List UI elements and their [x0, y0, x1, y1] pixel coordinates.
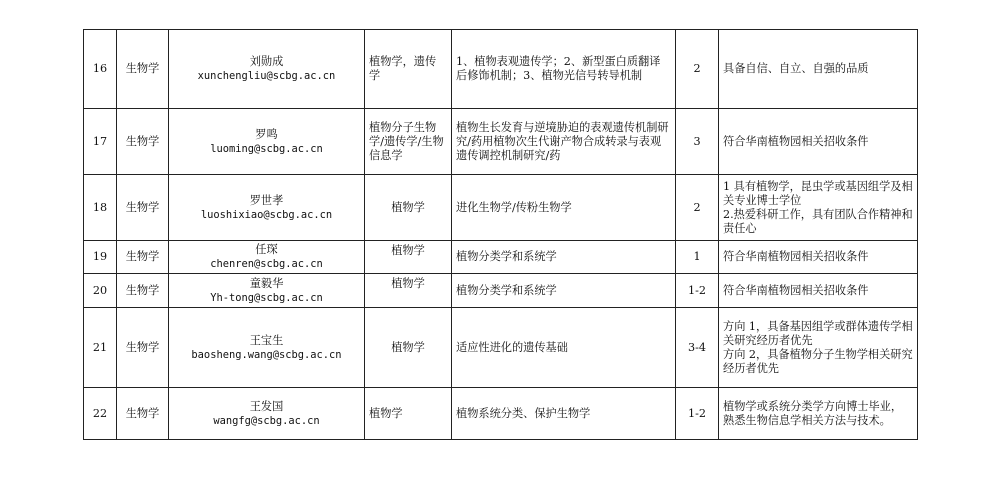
row-number: 16 [84, 30, 117, 109]
research-direction-cell: 1、植物表观遗传学；2、新型蛋白质翻译后修饰机制；3、植物光信号转导机制 [452, 30, 676, 109]
enrollment-count-cell: 2 [676, 175, 719, 241]
supervisor-name: 任琛 [255, 243, 278, 256]
supervisor-cell [169, 274, 365, 308]
discipline-cell: 生物学 [117, 30, 169, 109]
major-cell: 植物学 [365, 308, 452, 388]
row-number: 20 [84, 274, 117, 308]
major-cell: 植物学，遗传学 [365, 30, 452, 109]
supervisor-name: 罗世孝 [249, 193, 284, 207]
requirement-line: 方向 1，具备基因组学或群体遗传学相关研究经历者优先 [723, 319, 913, 347]
supervisor-email: luoming@scbg.ac.cn [210, 142, 323, 155]
table-row [84, 241, 918, 274]
major-cell: 植物分子生物学/遗传学/生物信息学 [365, 109, 452, 175]
research-direction-cell: 适应性进化的遗传基础 [452, 308, 676, 388]
supervisor-email: luoshixiao@scbg.ac.cn [200, 208, 333, 221]
table-row [84, 30, 918, 109]
table-row [84, 388, 918, 440]
supervisor-name: 王宝生 [249, 333, 284, 347]
research-direction-cell: 植物系统分类、保护生物学 [452, 388, 676, 440]
row-number: 22 [84, 388, 117, 440]
supervisor-name: 罗鸣 [255, 127, 278, 141]
discipline-cell: 生物学 [117, 388, 169, 440]
major-cell: 植物学 [365, 175, 452, 241]
requirement-cell: 具备自信、自立、自强的品质 [719, 30, 918, 109]
enrollment-count-cell: 1-2 [676, 274, 719, 308]
research-direction-cell: 植物分类学和系统学 [452, 274, 676, 308]
research-direction-cell: 植物分类学和系统学 [452, 241, 676, 274]
discipline-cell: 生物学 [117, 274, 169, 308]
supervisor-email: baosheng.wang@scbg.ac.cn [191, 348, 342, 361]
row-number: 18 [84, 175, 117, 241]
supervisor-cell [169, 109, 365, 175]
enrollment-count-cell: 1 [676, 241, 719, 274]
major-cell: 植物学 [365, 388, 452, 440]
requirement-cell: 符合华南植物园相关招收条件 [719, 109, 918, 175]
supervisor-email: wangfg@scbg.ac.cn [213, 414, 320, 427]
supervisor-name: 刘勋成 [249, 55, 284, 68]
supervisor-email: xunchengliu@scbg.ac.cn [197, 70, 336, 82]
research-direction-cell: 植物生长发育与逆境胁迫的表观遗传机制研究/药用植物次生代谢产物合成转录与表观遗传调控机制研究/药 [452, 109, 676, 175]
requirement-cell [719, 175, 918, 241]
supervisor-table [83, 29, 918, 440]
discipline-cell: 生物学 [117, 308, 169, 388]
supervisor-cell [169, 30, 365, 109]
table-row [84, 175, 918, 241]
supervisor-name: 王发国 [249, 399, 284, 413]
row-number: 19 [84, 241, 117, 274]
major-cell: 植物学 [365, 274, 452, 308]
research-direction-cell: 进化生物学/传粉生物学 [452, 175, 676, 241]
discipline-cell: 生物学 [117, 109, 169, 175]
supervisor-cell [169, 308, 365, 388]
table-row [84, 274, 918, 308]
supervisor-email: chenren@scbg.ac.cn [210, 258, 323, 270]
row-number: 21 [84, 308, 117, 388]
enrollment-count-cell: 1-2 [676, 388, 719, 440]
discipline-cell: 生物学 [117, 175, 169, 241]
requirement-cell: 符合华南植物园相关招收条件 [719, 274, 918, 308]
requirement-line: 2.热爱科研工作，具有团队合作精神和责任心 [723, 207, 913, 235]
table-row [84, 308, 918, 388]
enrollment-count-cell: 3-4 [676, 308, 719, 388]
table-row [84, 109, 918, 175]
supervisor-email: Yh-tong@scbg.ac.cn [210, 291, 323, 304]
requirement-cell: 符合华南植物园相关招收条件 [719, 241, 918, 274]
requirement-line: 1 具有植物学，昆虫学或基因组学及相关专业博士学位 [723, 179, 913, 207]
supervisor-cell [169, 241, 365, 274]
row-number: 17 [84, 109, 117, 175]
requirement-line: 方向 2，具备植物分子生物学相关研究经历者优先 [723, 347, 913, 375]
requirement-cell [719, 308, 918, 388]
requirement-cell: 植物学或系统分类学方向博士毕业，熟悉生物信息学相关方法与技术。 [719, 388, 918, 440]
supervisor-cell [169, 175, 365, 241]
supervisor-cell [169, 388, 365, 440]
major-cell: 植物学 [365, 241, 452, 274]
enrollment-count-cell: 3 [676, 109, 719, 175]
discipline-cell: 生物学 [117, 241, 169, 274]
supervisor-name: 童毅华 [249, 276, 284, 290]
enrollment-count-cell: 2 [676, 30, 719, 109]
